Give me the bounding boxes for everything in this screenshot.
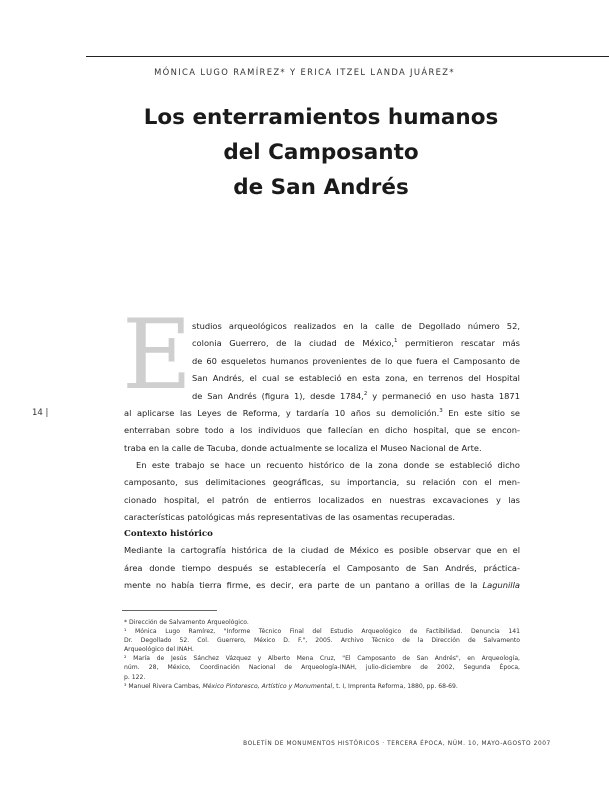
footnote-1-cont: Arqueológico del INAH. [124,646,194,654]
footnote-3: ³ Manuel Rivera Cambas, México Pintoresco, Artístico y Monumental, t. I, Imprenta Reforma, 1880, pp. 68-69. [124,682,458,690]
author-line: MÓNICA LUGO RAMÍREZ* Y ERICA ITZEL LANDA JUÁREZ* [154,67,455,77]
title-line-1: Los enterramientos humanos [143,105,499,130]
intro-line: enterraban sobre todo a los individuos que fallecían en dicho hospital, que se encon- [124,425,520,436]
intro-line: al aplicarse las Leyes de Reforma, y tardaría 10 años su demolición.$^3$ En este sitio se [124,407,520,418]
intro-line: de 60 esqueletos humanos provenientes de lo que fuera el Camposanto de [192,355,520,366]
intro-line: colonia Guerrero, de la ciudad de México,$^1$ permitieron rescatar más [192,338,520,349]
section-paragraph [124,542,520,595]
intro-paragraph [124,318,520,457]
footnote-1: ¹ Mónica Lugo Ramírez, "Informe Técnico Final del Estudio Arqueológico de Factibilidad. Denuncia 141 [124,628,520,636]
footnotes [124,618,520,691]
running-footer [0,741,609,747]
footnote-0: * Dirección de Salvamento Arqueológico. [124,619,249,626]
intro-line: de San Andrés (figura 1), desde 1784,$^2$ y permaneció en uso hasta 1871 [192,390,520,401]
second-paragraph [124,457,520,527]
drop-cap: E [122,299,193,411]
section-heading: Contexto histórico [124,529,213,539]
paragraph-line: características patológicas más representativas de las osamentas recuperadas. [124,512,456,523]
intro-line: traba en la calle de Tacuba, donde actualmente se localiza el Museo Nacional de Arte. [124,442,482,453]
footnote-2: ² María de Jesús Sánchez Vázquez y Alberto Mena Cruz, "El Camposanto de San Andrés", en Arqueología, [124,655,520,663]
paragraph-line: En este trabajo se hace un recuento histórico de la zona donde se estableció dicho [136,460,520,470]
footer-text: BOLETÍN DE MONUMENTOS HISTÓRICOS · TERCERA ÉPOCA, NÚM. 10, MAYO-AGOSTO 2007 [243,741,551,747]
section-line: área donde tiempo después se establecería el Camposanto de San Andrés, práctica- [124,562,520,573]
title-line-2: del Camposanto [223,140,419,165]
footnote-1-cont: Dr. Degollado 52. Col. Guerrero, México D. F.", 2005. Archivo Técnico de la Dirección de Salvamento [124,637,520,645]
footnote-rule [122,610,217,611]
intro-line: studios arqueológicos realizados en la calle de Degollado número 52, [192,321,520,331]
section-line: mente no había tierra firme, es decir, era parte de un pantano a orillas de la Lagunilla [124,580,520,590]
footnote-2-cont: núm. 28, México, Coordinación Nacional de Arqueología-INAH, julio-diciembre de 2002, Segunda Época, [124,664,520,672]
intro-line: San Andrés, el cual se estableció en esta zona, en terrenos del Hospital [192,373,520,384]
footnote-2-cont: p. 122. [124,673,146,681]
paragraph-line: camposanto, sus delimitaciones geográficas, su importancia, su relación con el men- [124,477,520,488]
page-number: 14 | [32,408,49,418]
title-line-3: de San Andrés [233,175,409,200]
header-rule [86,56,609,57]
article-title [0,100,609,205]
section-line: Mediante la cartografía histórica de la ciudad de México es posible observar que en el [124,545,520,555]
paragraph-line: cionado hospital, el patrón de entierros localizados en nuestras excavaciones y las [124,494,520,505]
